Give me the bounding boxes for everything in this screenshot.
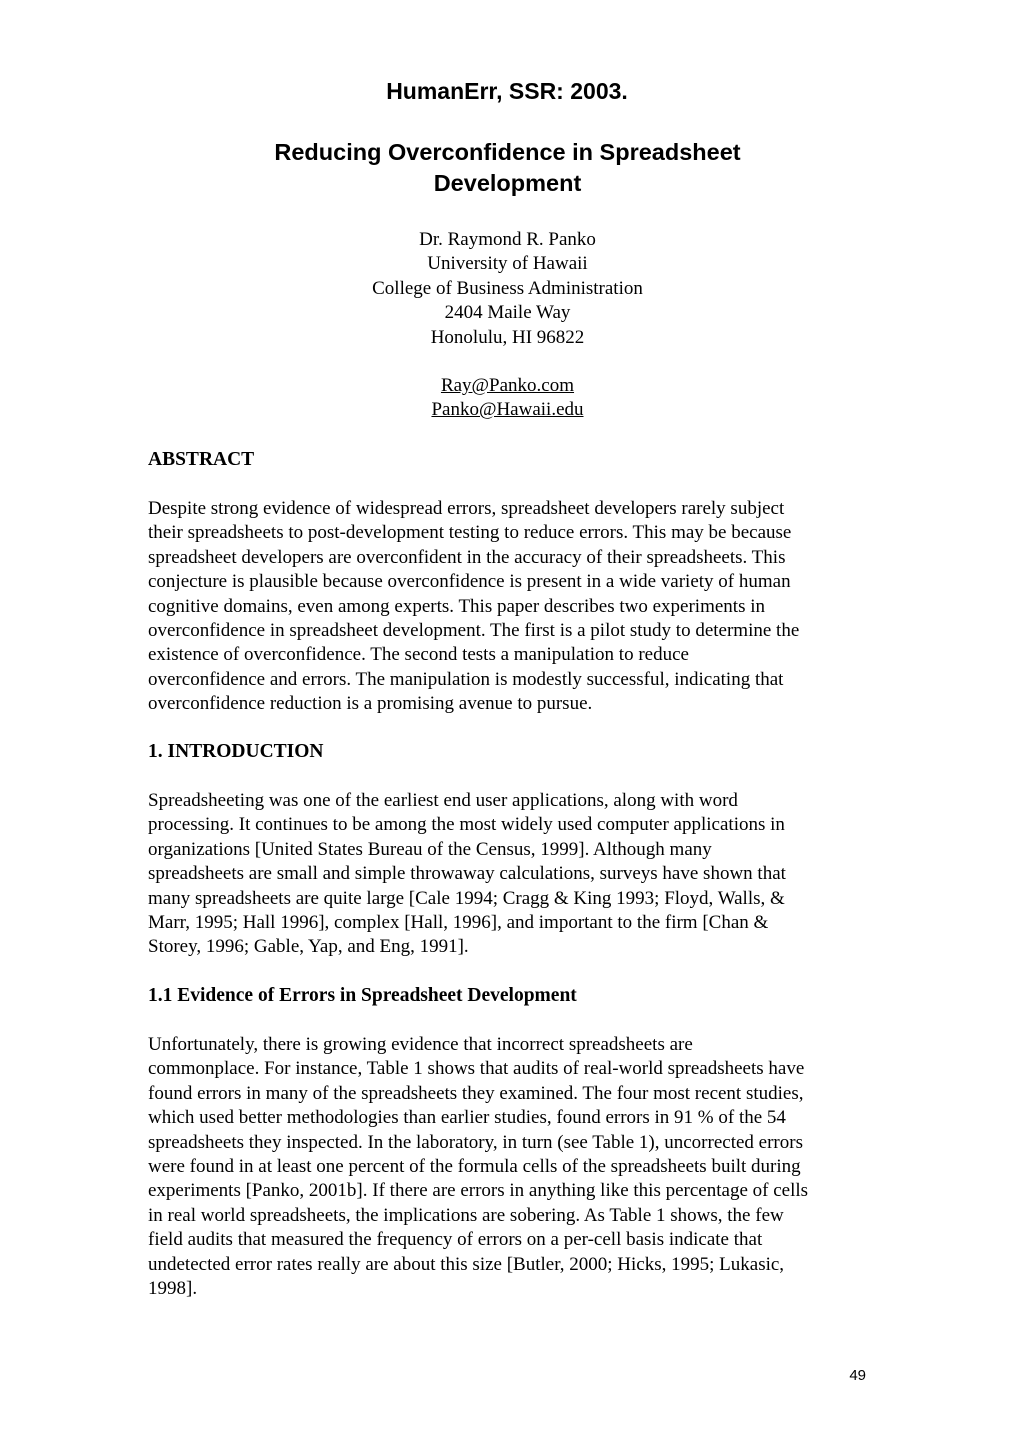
text-line: overconfidence in spreadsheet development. The first is a pilot study to determine the: [148, 620, 800, 642]
section-1-1-heading: 1.1 Evidence of Errors in Spreadsheet Development: [148, 985, 577, 1006]
text-line: spreadsheets are small and simple throwaway calculations, surveys have shown that: [148, 863, 786, 885]
text-line: their spreadsheets to post-development testing to reduce errors. This may be because: [148, 522, 792, 544]
email-link-ray[interactable]: Ray@Panko.com: [440, 375, 575, 396]
author-name: Dr. Raymond R. Panko: [419, 229, 596, 250]
page-number: 49: [849, 1367, 866, 1384]
introduction-heading: 1. INTRODUCTION: [148, 741, 324, 762]
author-block: [150, 228, 865, 350]
text-line: cognitive domains, even among experts. This paper describes two experiments in: [148, 595, 765, 617]
author-emails: [150, 374, 865, 423]
text-line: Spreadsheeting was one of the earliest end user applications, along with word: [148, 790, 738, 811]
section-1-1-paragraph: [148, 1033, 873, 1301]
author-college: College of Business Administration: [372, 277, 643, 299]
text-line: overconfidence reduction is a promising avenue to pursue.: [148, 693, 593, 715]
paper-title: [150, 137, 865, 199]
text-line: in real world spreadsheets, the implications are sobering. As Table 1 shows, the few: [148, 1204, 784, 1226]
text-line: existence of overconfidence. The second tests a manipulation to reduce: [148, 644, 689, 666]
title-line: Reducing Overconfidence in Spreadsheet: [274, 139, 741, 165]
introduction-paragraph: [148, 789, 873, 960]
author-city: Honolulu, HI 96822: [430, 326, 585, 348]
text-line: 1998].: [148, 1278, 198, 1300]
text-line: commonplace. For instance, Table 1 shows that audits of real-world spreadsheets have: [148, 1058, 805, 1080]
text-line: spreadsheet developers are overconfident in the accuracy of their spreadsheets. This: [148, 546, 786, 568]
abstract-heading: ABSTRACT: [148, 449, 255, 470]
text-line: Storey, 1996; Gable, Yap, and Eng, 1991].: [148, 936, 469, 958]
text-line: spreadsheets they inspected. In the laboratory, in turn (see Table 1), uncorrected errors: [148, 1131, 803, 1153]
text-line: Marr, 1995; Hall 1996], complex [Hall, 1996], and important to the firm [Chan &: [148, 912, 769, 934]
text-line: conjecture is plausible because overconfidence is present in a wide variety of human: [148, 571, 791, 593]
text-line: Despite strong evidence of widespread errors, spreadsheet developers rarely subject: [148, 498, 785, 519]
title-line: Development: [433, 170, 582, 196]
text-line: overconfidence and errors. The manipulation is modestly successful, indicating that: [148, 668, 784, 690]
venue-line: HumanErr, SSR: 2003.: [386, 78, 628, 104]
author-street: 2404 Maile Way: [444, 302, 571, 324]
text-line: experiments [Panko, 2001b]. If there are errors in anything like this percentage of cells: [148, 1180, 809, 1202]
text-line: Unfortunately, there is growing evidence that incorrect spreadsheets are: [148, 1034, 693, 1055]
abstract-paragraph: [148, 497, 873, 717]
text-line: processing. It continues to be among the most widely used computer applications in: [148, 814, 785, 836]
text-line: were found in at least one percent of the formula cells of the spreadsheets built during: [148, 1156, 801, 1178]
text-line: field audits that measured the frequency of errors on a per-cell basis indicate that: [148, 1229, 763, 1251]
text-line: organizations [United States Bureau of the Census, 1999]. Although many: [148, 838, 712, 860]
author-university: University of Hawaii: [427, 253, 588, 275]
text-line: many spreadsheets are quite large [Cale 1994; Cragg & King 1993; Floyd, Walls, &: [148, 887, 785, 909]
email-link-panko[interactable]: Panko@Hawaii.edu: [431, 399, 584, 421]
text-line: found errors in many of the spreadsheets they examined. The four most recent studies,: [148, 1082, 804, 1104]
text-line: which used better methodologies than earlier studies, found errors in 91 % of the 54: [148, 1107, 786, 1129]
text-line: undetected error rates really are about this size [Butler, 2000; Hicks, 1995; Lukasic,: [148, 1253, 785, 1275]
